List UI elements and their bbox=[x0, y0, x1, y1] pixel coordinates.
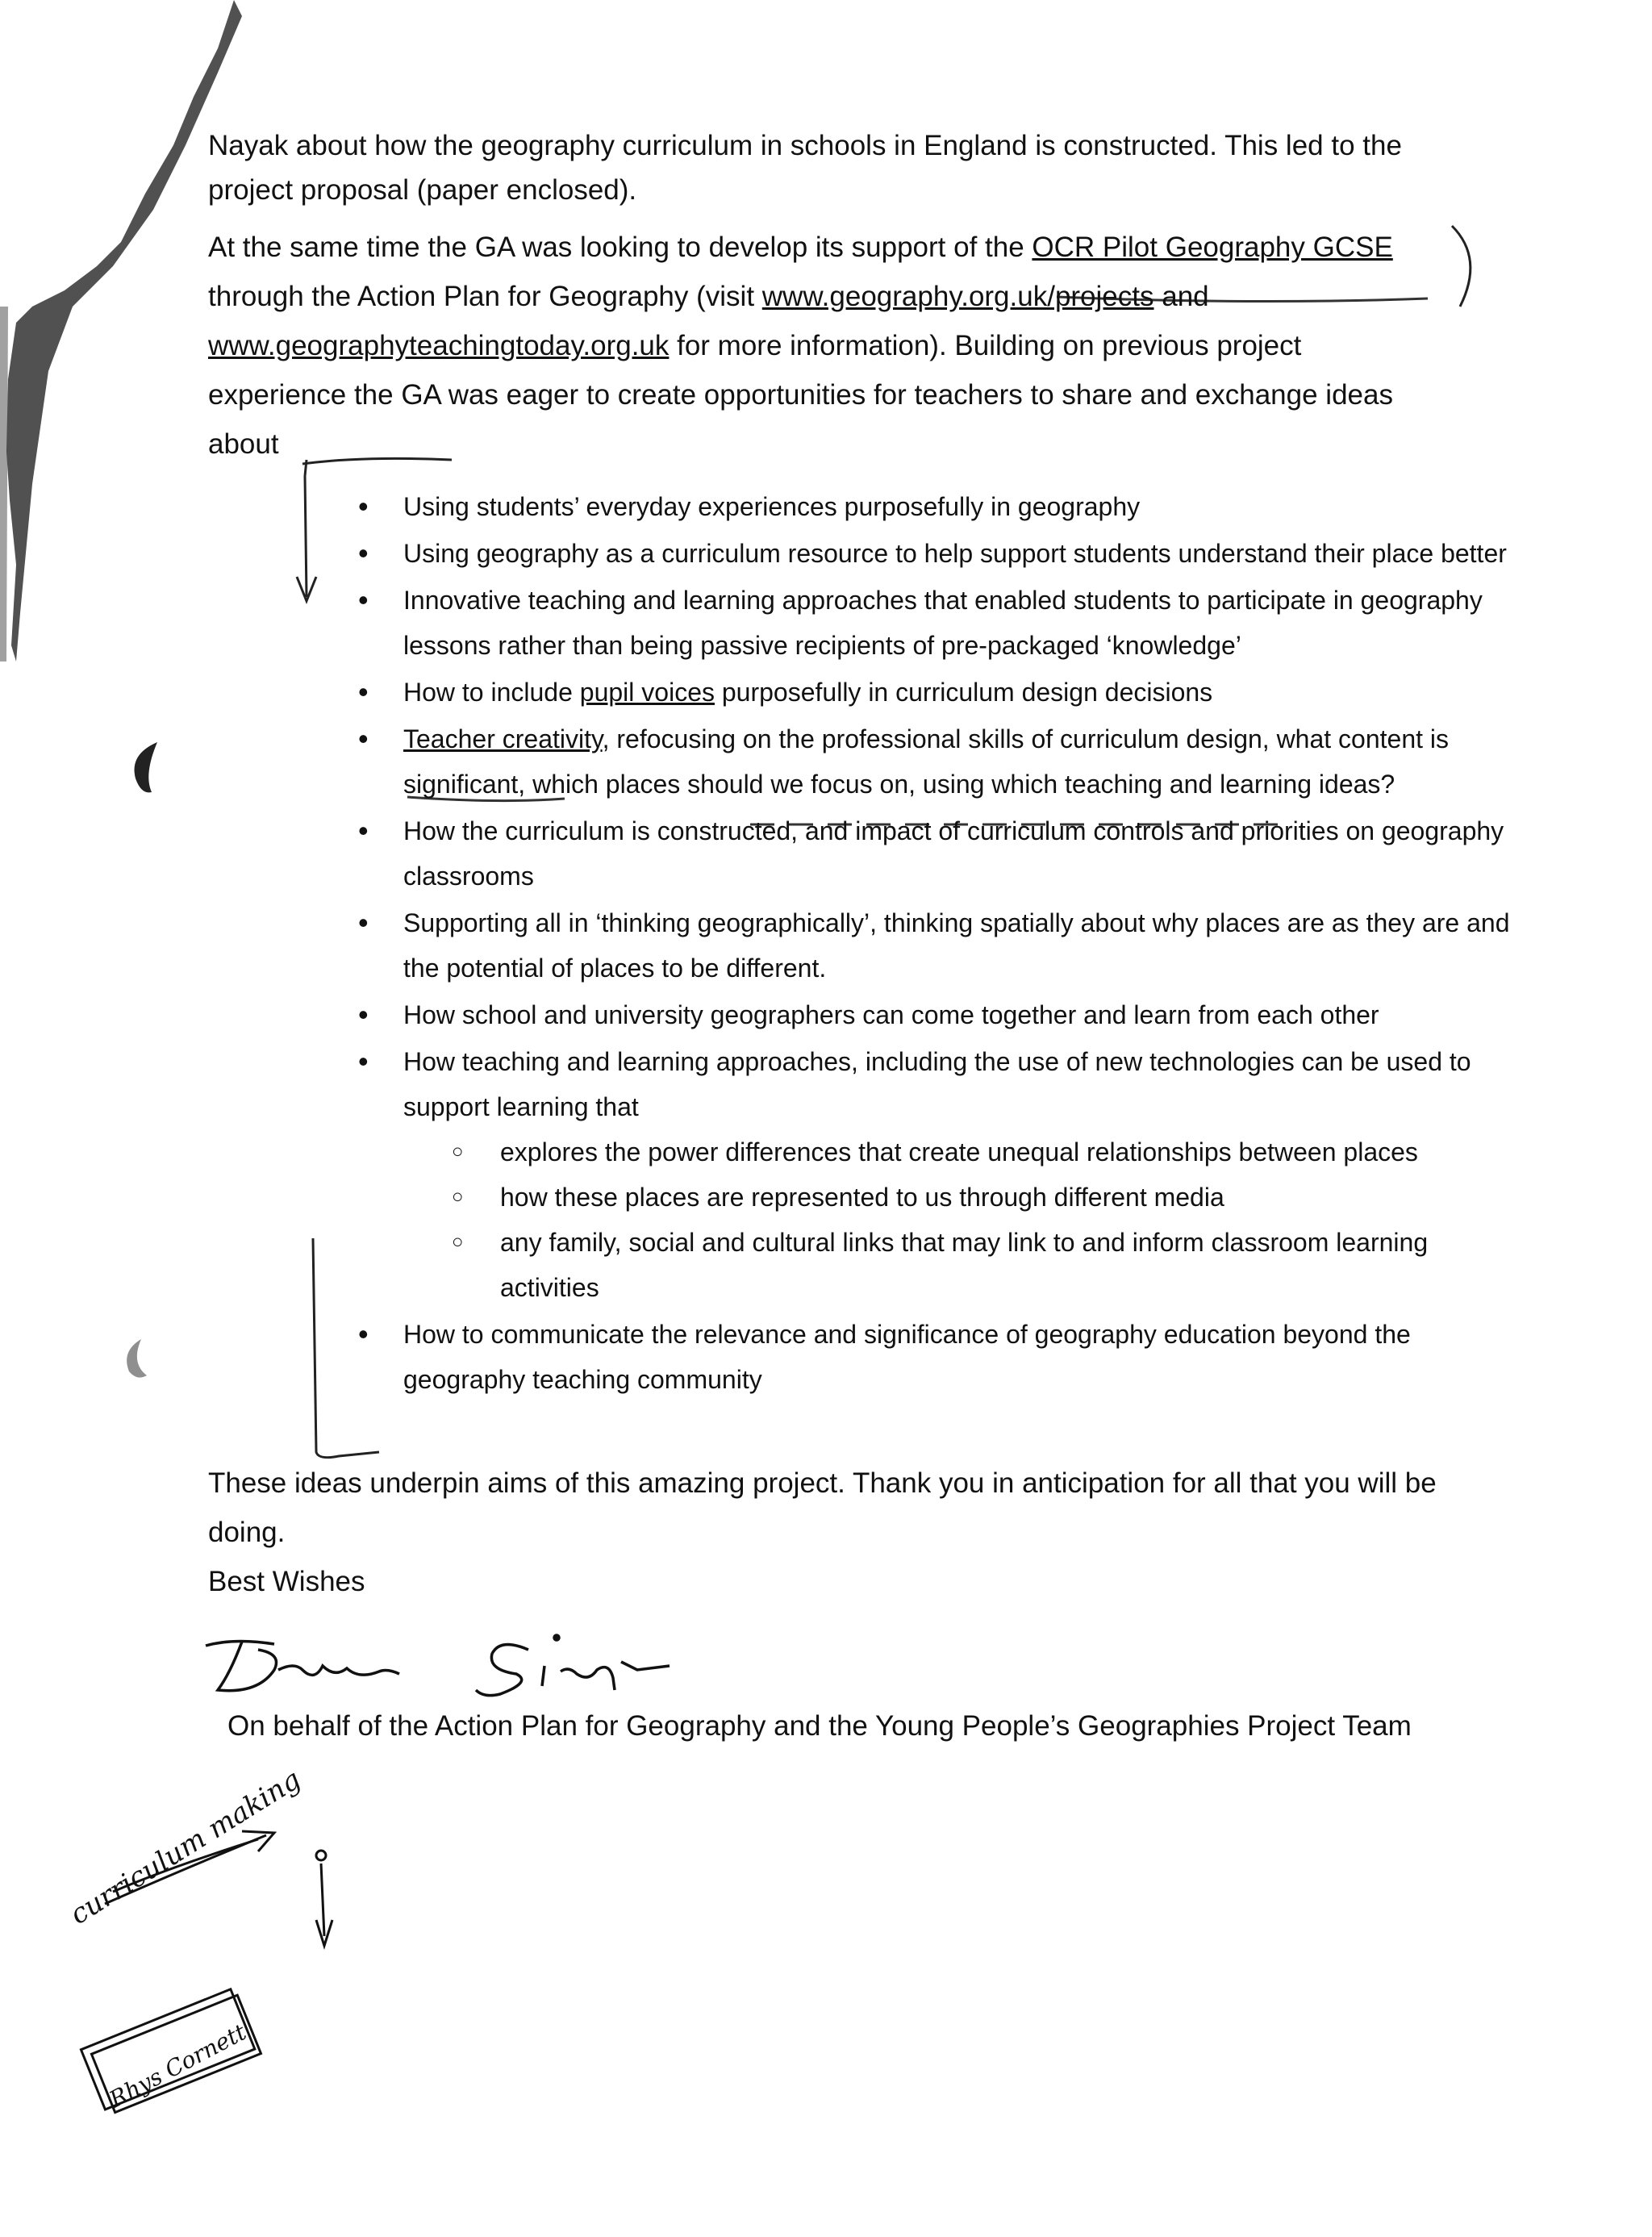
list-item: • Using geography as a curriculum resource to help support students understand their place better bbox=[403, 531, 1516, 576]
sub-list-item: ○ explores the power differences that create unequal relationships between places bbox=[500, 1129, 1516, 1175]
list-item: • Using students’ everyday experiences purposefully in geography bbox=[403, 484, 1516, 529]
ideas-list bbox=[403, 484, 1516, 1404]
geography-teaching-today-link[interactable]: www.geographyteachingtoday.org.uk bbox=[208, 330, 670, 361]
paragraph-line: about bbox=[208, 428, 279, 460]
context-paragraph bbox=[208, 223, 1466, 469]
handwritten-note-curriculum-making: curriculum making bbox=[65, 1763, 307, 1931]
list-item bbox=[403, 1039, 1516, 1310]
ocr-pilot-link[interactable]: OCR Pilot Geography GCSE bbox=[1032, 232, 1393, 263]
list-item: • How to communicate the relevance and significance of geography education beyond the geography teaching community bbox=[403, 1312, 1516, 1402]
geography-projects-link[interactable]: www.geography.org.uk/projects bbox=[761, 281, 1154, 312]
list-item-text: purposefully in curriculum design decisions bbox=[714, 678, 1213, 707]
list-item: • How school and university geographers can come together and learn from each other bbox=[403, 992, 1516, 1037]
punch-hole bbox=[135, 742, 157, 792]
list-item bbox=[403, 716, 1516, 807]
paragraph-line bbox=[208, 321, 1466, 370]
sub-list bbox=[403, 1129, 1516, 1310]
scan-edge-mark bbox=[6, 0, 242, 662]
list-item: • Innovative teaching and learning approaches that enabled students to participate in geography lessons rather than being passive recipients of pre-packaged ‘knowledge’ bbox=[403, 578, 1516, 668]
pupil-voices-text: pupil voices bbox=[579, 678, 715, 707]
closing-paragraph bbox=[208, 1459, 1437, 1606]
sub-list-item: ○ any family, social and cultural links that may link to and inform classroom learning activities bbox=[500, 1220, 1516, 1310]
closing-line: These ideas underpin aims of this amazing project. Thank you in anticipation for all that you will be bbox=[208, 1467, 1437, 1499]
left-bracket-mark bbox=[313, 1238, 379, 1458]
teacher-creativity-text: Teacher creativity bbox=[403, 724, 603, 753]
paragraph-text: and bbox=[1153, 281, 1209, 312]
list-item-text: • How teaching and learning approaches, including the use of new technologies can be used to support learning that bbox=[403, 1047, 1471, 1121]
punch-hole bbox=[127, 1339, 147, 1378]
list-item bbox=[403, 670, 1516, 715]
intro-paragraph bbox=[208, 121, 1466, 211]
list-item-text: How to include bbox=[403, 678, 580, 707]
intro-line: Nayak about how the geography curriculum in schools in England is constructed. This led to the bbox=[208, 130, 1402, 161]
paragraph-text: At the same time the GA was looking to develop its support of the bbox=[208, 232, 1032, 263]
closing-line: doing. bbox=[208, 1517, 286, 1548]
list-item: • Supporting all in ‘thinking geographically’, thinking spatially about why places are as they are and the potential of places to be different. bbox=[403, 900, 1516, 991]
paragraph-line bbox=[208, 223, 1466, 272]
paragraph-line bbox=[208, 272, 1466, 321]
handwritten-note-name: Rhys Cornett bbox=[105, 2018, 251, 2114]
list-item-text: , refocusing on the professional skills of curriculum design, what content is significant, which places should we focus on, using which teaching and learning ideas? bbox=[403, 724, 1450, 799]
signature bbox=[206, 1635, 670, 1696]
sign-off: Best Wishes bbox=[208, 1566, 365, 1597]
paragraph-text: through the Action Plan for Geography (visit bbox=[208, 281, 762, 312]
on-behalf-line: On behalf of the Action Plan for Geography and the Young People’s Geographies Project Team bbox=[227, 1710, 1412, 1742]
paragraph-line: experience the GA was eager to create opportunities for teachers to share and exchange ideas bbox=[208, 379, 1393, 411]
paragraph-text: for more information). Building on previous project bbox=[669, 330, 1302, 361]
list-item: • How the curriculum is constructed, and impact of curriculum controls and priorities on geography classrooms bbox=[403, 808, 1516, 899]
sub-list-item: ○ how these places are represented to us through different media bbox=[500, 1175, 1516, 1220]
intro-line: project proposal (paper enclosed). bbox=[208, 174, 637, 206]
